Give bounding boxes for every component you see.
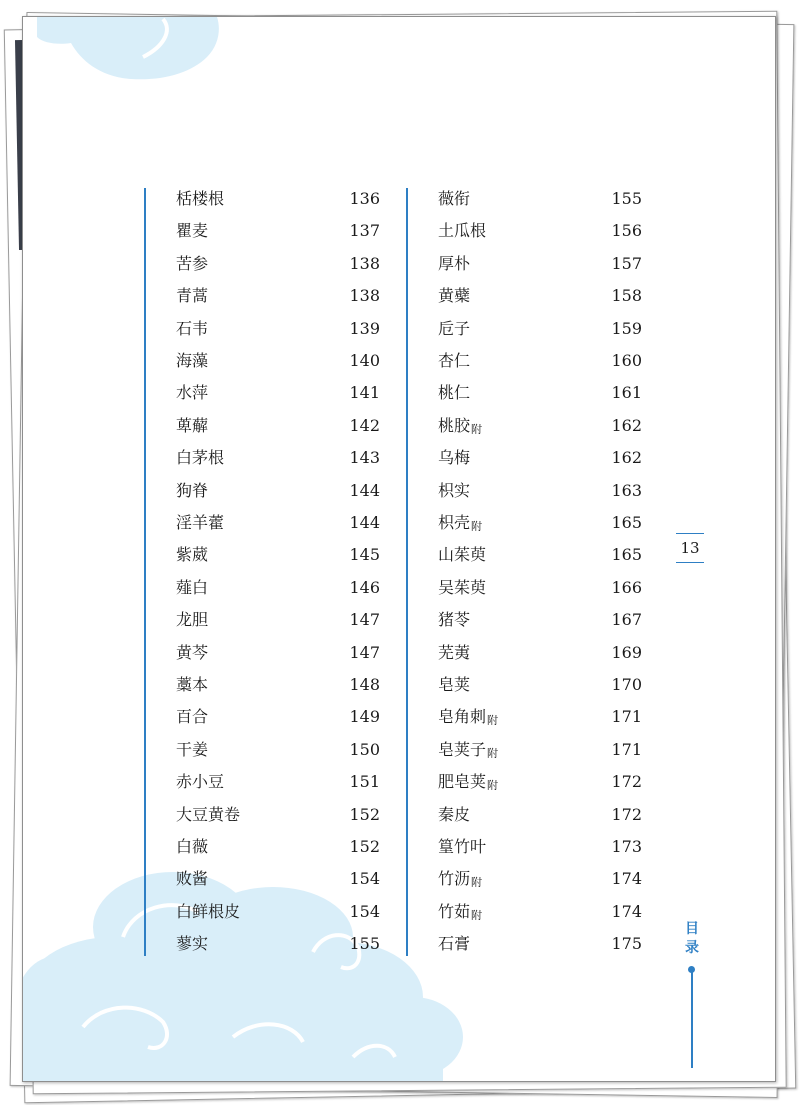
toc-entry[interactable] — [408, 573, 642, 603]
toc-entry[interactable] — [146, 378, 380, 408]
toc-entry[interactable] — [408, 184, 642, 214]
toc-entry[interactable] — [146, 897, 380, 927]
toc-entry[interactable] — [146, 476, 380, 506]
toc-entry-title — [438, 216, 486, 246]
toc-entry-title — [176, 540, 208, 570]
toc-page — [22, 16, 776, 1082]
toc-entry-title — [438, 800, 470, 830]
toc-entry-title — [176, 800, 240, 830]
toc-entry-page: 140 — [349, 351, 380, 370]
toc-entry-page: 144 — [349, 480, 380, 500]
toc-entry-title — [438, 346, 470, 376]
page-number: 13 — [676, 533, 704, 563]
toc-entry-title-text: 石膏 — [438, 934, 471, 954]
toc-entry-title — [176, 864, 208, 894]
toc-entry[interactable] — [408, 476, 642, 506]
toc-entry-title — [438, 638, 470, 668]
toc-entry[interactable] — [408, 605, 642, 635]
toc-entry-appendix-mark: 附 — [471, 520, 483, 533]
toc-entry[interactable] — [408, 249, 642, 279]
toc-entry-page: 163 — [611, 480, 642, 500]
toc-entry-page: 171 — [611, 739, 642, 759]
toc-entry-title — [176, 476, 208, 506]
toc-entry-appendix-mark: 附 — [487, 779, 499, 793]
toc-entry-page: 174 — [611, 901, 642, 921]
toc-entry-title — [176, 281, 208, 311]
toc-entry-appendix-mark: 附 — [487, 746, 499, 760]
toc-entry-page: 170 — [611, 675, 642, 694]
toc-entry-title — [176, 897, 240, 927]
toc-entry-title-text: 竹茹 — [438, 901, 471, 921]
toc-entry[interactable] — [408, 897, 642, 927]
toc-entry-title-text: 吴茱萸 — [438, 577, 487, 597]
toc-entry-title — [176, 249, 208, 279]
section-label-char: 目 — [685, 921, 699, 937]
toc-entry[interactable] — [146, 314, 380, 344]
toc-entry-page: 171 — [611, 707, 642, 727]
toc-entry-title-text: 黄蘗 — [438, 286, 471, 306]
toc-entry-title-text: 白薇 — [176, 837, 209, 856]
toc-entry[interactable] — [146, 864, 380, 894]
toc-entry-title-text: 竹沥 — [438, 869, 471, 889]
toc-entry-title — [438, 540, 486, 570]
toc-entry-title — [176, 184, 224, 214]
toc-entry[interactable] — [146, 540, 380, 570]
toc-entry-page: 160 — [611, 351, 642, 370]
toc-entry-title — [438, 702, 498, 734]
toc-entry-page: 147 — [349, 610, 380, 630]
toc-entry-title — [438, 508, 482, 540]
toc-entry-title-text: 淫羊藿 — [176, 513, 225, 532]
toc-entry-page: 157 — [611, 253, 642, 273]
toc-entry-title — [438, 670, 470, 700]
toc-entry-title-text: 百合 — [176, 707, 209, 727]
toc-entry-title — [176, 508, 224, 538]
toc-entry-page: 165 — [611, 513, 642, 532]
toc-entry-title — [176, 702, 208, 732]
toc-entry[interactable] — [408, 314, 642, 344]
toc-entry-title-text: 水萍 — [176, 383, 209, 403]
toc-entry-page: 161 — [611, 383, 642, 403]
toc-entry[interactable] — [146, 508, 380, 538]
toc-entry[interactable] — [146, 184, 380, 214]
toc-entry-title — [176, 832, 208, 862]
toc-entry[interactable] — [408, 638, 642, 668]
toc-entry-title-text: 枳壳 — [438, 513, 471, 532]
toc-entry-title — [438, 735, 498, 767]
toc-entry-title-text: 皂荚 — [438, 675, 471, 694]
toc-entry-title — [438, 281, 470, 311]
toc-entry-title — [438, 184, 470, 214]
toc-entry-title-text: 败酱 — [176, 869, 209, 889]
toc-entry-page: 172 — [611, 804, 642, 824]
toc-entry-page: 152 — [349, 837, 380, 856]
toc-entry[interactable] — [408, 508, 642, 538]
section-label — [684, 920, 700, 958]
toc-entry-page: 151 — [349, 772, 380, 792]
toc-entry[interactable] — [146, 605, 380, 635]
toc-entry-appendix-mark: 附 — [471, 876, 483, 890]
toc-entry-title-text: 白鲜根皮 — [176, 901, 241, 921]
toc-entry-title — [438, 443, 470, 473]
toc-entry-page: 136 — [349, 189, 380, 208]
toc-entry-page: 150 — [349, 739, 380, 759]
toc-entry-appendix-mark: 附 — [471, 422, 483, 436]
toc-entry-page: 143 — [349, 448, 380, 468]
toc-entry-title-text: 山茱萸 — [438, 545, 487, 565]
toc-entry-title — [438, 929, 470, 959]
toc-entry-page: 167 — [611, 610, 642, 630]
toc-entry-title-text: 桃仁 — [438, 383, 471, 403]
toc-entry-title — [438, 605, 470, 635]
toc-entry-title — [176, 216, 208, 246]
toc-entry-appendix-mark: 附 — [471, 908, 483, 922]
toc-entry-title-text: 皂角刺 — [438, 707, 487, 727]
toc-entry-title-text: 猪苓 — [438, 610, 471, 630]
toc-entry-title-text: 乌梅 — [438, 448, 471, 468]
toc-entry-title — [438, 411, 482, 443]
toc-entry-title-text: 肥皂荚 — [438, 772, 487, 792]
toc-entry[interactable] — [408, 378, 642, 408]
toc-entry[interactable] — [408, 800, 642, 830]
toc-entry[interactable] — [408, 864, 642, 894]
toc-entry-page: 139 — [349, 318, 380, 338]
toc-entry-title — [438, 249, 470, 279]
toc-entry-page: 174 — [611, 869, 642, 889]
toc-entry-title-text: 卮子 — [438, 318, 471, 338]
toc-entry-page: 162 — [611, 448, 642, 468]
toc-entry-title — [176, 638, 208, 668]
toc-entry[interactable] — [146, 411, 380, 441]
toc-entry-page: 154 — [349, 901, 380, 921]
toc-entry-page: 172 — [611, 772, 642, 792]
toc-entry-title-text: 芜荑 — [438, 642, 471, 662]
toc-entry[interactable] — [408, 929, 642, 959]
toc-entry[interactable] — [146, 670, 380, 700]
toc-entry-page: 158 — [611, 286, 642, 306]
toc-right-column — [406, 188, 642, 956]
toc-entry-page: 138 — [349, 286, 380, 306]
toc-entry-page: 159 — [611, 318, 642, 338]
toc-entry-title-text: 秦皮 — [438, 804, 471, 824]
toc-entry-title-text: 黄芩 — [176, 642, 209, 662]
section-label-char: 录 — [685, 940, 699, 956]
toc-entry[interactable] — [408, 346, 642, 376]
toc-entry-appendix-mark: 附 — [487, 714, 499, 728]
toc-entry[interactable] — [408, 216, 642, 246]
toc-entry-title-text: 皂荚子 — [438, 739, 487, 759]
toc-entry[interactable] — [146, 281, 380, 311]
toc-entry-title-text: 桃胶 — [438, 415, 471, 435]
toc-entry[interactable] — [146, 735, 380, 765]
toc-entry-title-text: 龙胆 — [176, 610, 209, 630]
toc-entry-title — [438, 573, 486, 603]
toc-left-column — [144, 188, 380, 956]
toc-entry[interactable] — [146, 832, 380, 862]
toc-entry-page: 152 — [349, 804, 380, 824]
toc-entry-title — [176, 314, 208, 344]
toc-entry[interactable] — [146, 929, 380, 959]
toc-entry-page: 146 — [349, 577, 380, 597]
toc-entry-title — [176, 670, 208, 700]
toc-entry[interactable] — [408, 832, 642, 862]
toc-entry-title-text: 杏仁 — [438, 351, 471, 370]
section-marker-line — [691, 972, 693, 1068]
toc-entry[interactable] — [408, 540, 642, 570]
toc-entry-title-text: 海藻 — [176, 351, 209, 370]
toc-entry[interactable] — [146, 249, 380, 279]
toc-entry-page: 144 — [349, 513, 380, 532]
toc-entry-page: 156 — [611, 221, 642, 241]
toc-entry-title-text: 紫葳 — [176, 545, 209, 565]
toc-entry[interactable] — [146, 573, 380, 603]
toc-entry-title — [176, 378, 208, 408]
toc-entry-title — [438, 476, 470, 506]
toc-entry-title-text: 藁本 — [176, 675, 209, 694]
toc-entry-title — [176, 346, 208, 376]
toc-entry-page: 149 — [349, 707, 380, 727]
toc-entry-title-text: 栝楼根 — [176, 189, 225, 208]
toc-entry-page: 138 — [349, 253, 380, 273]
toc-entry[interactable] — [146, 800, 380, 830]
toc-entry-title — [438, 832, 486, 862]
toc-entry-title — [438, 378, 470, 408]
toc-entry-title-text: 赤小豆 — [176, 772, 225, 792]
toc-entry-title-text: 大豆黄卷 — [176, 804, 241, 824]
toc-entry-title — [176, 605, 208, 635]
toc-entry-title — [176, 443, 224, 473]
toc-entry-page: 173 — [611, 837, 642, 856]
toc-entry-page: 154 — [349, 869, 380, 889]
toc-entry-title-text: 篁竹叶 — [438, 837, 487, 856]
toc-entry-title-text: 瞿麦 — [176, 221, 209, 241]
toc-entry-page: 145 — [349, 545, 380, 565]
toc-entry-title-text: 枳实 — [438, 480, 471, 500]
toc-entry-page: 148 — [349, 675, 380, 694]
toc-entry-title — [176, 929, 208, 959]
toc-entry-page: 175 — [611, 934, 642, 954]
toc-entry-title — [438, 314, 470, 344]
toc-entry-page: 147 — [349, 642, 380, 662]
toc-entry-page: 137 — [349, 221, 380, 241]
toc-entry-title — [438, 767, 498, 799]
toc-entry-title-text: 厚朴 — [438, 253, 471, 273]
toc-entry[interactable] — [146, 767, 380, 797]
toc-entry-title-text: 蓼实 — [176, 934, 209, 954]
toc-entry-title-text: 干姜 — [176, 739, 209, 759]
toc-entry-title-text: 青蒿 — [176, 286, 209, 306]
toc-entry-page: 141 — [349, 383, 380, 403]
toc-entry-title-text: 土瓜根 — [438, 221, 487, 241]
cloud-decoration — [23, 17, 775, 1081]
toc-entry-title-text: 白茅根 — [176, 448, 225, 468]
toc-entry[interactable] — [146, 346, 380, 376]
toc-entry[interactable] — [408, 767, 642, 797]
toc-entry-title-text: 薤白 — [176, 577, 209, 597]
toc-entry[interactable] — [408, 670, 642, 700]
toc-entry-title-text: 薇衔 — [438, 189, 471, 208]
toc-entry[interactable] — [408, 443, 642, 473]
toc-entry-page: 165 — [611, 545, 642, 565]
toc-entry-page: 166 — [611, 577, 642, 597]
toc-entry[interactable] — [146, 443, 380, 473]
toc-entry[interactable] — [408, 411, 642, 441]
toc-entry-page: 162 — [611, 415, 642, 435]
toc-entry-title — [176, 767, 224, 797]
toc-entry-page: 155 — [349, 934, 380, 954]
toc-entry[interactable] — [408, 702, 642, 732]
toc-entry-title — [176, 573, 208, 603]
toc-entry-title — [176, 411, 208, 441]
toc-entry-title — [176, 735, 208, 765]
toc-entry[interactable] — [146, 638, 380, 668]
toc-entry-title-text: 萆薢 — [176, 415, 209, 435]
toc-entry-title — [438, 864, 482, 896]
toc-entry-title — [438, 897, 482, 929]
toc-entry-page: 169 — [611, 642, 642, 662]
toc-entry-page: 142 — [349, 415, 380, 435]
toc-entry[interactable] — [146, 702, 380, 732]
toc-entry-title-text: 石韦 — [176, 318, 209, 338]
toc-entry-title-text: 狗脊 — [176, 480, 209, 500]
toc-entry[interactable] — [408, 281, 642, 311]
toc-entry[interactable] — [146, 216, 380, 246]
toc-entry-page: 155 — [611, 189, 642, 208]
toc-entry-title-text: 苦参 — [176, 253, 209, 273]
toc-entry[interactable] — [408, 735, 642, 765]
